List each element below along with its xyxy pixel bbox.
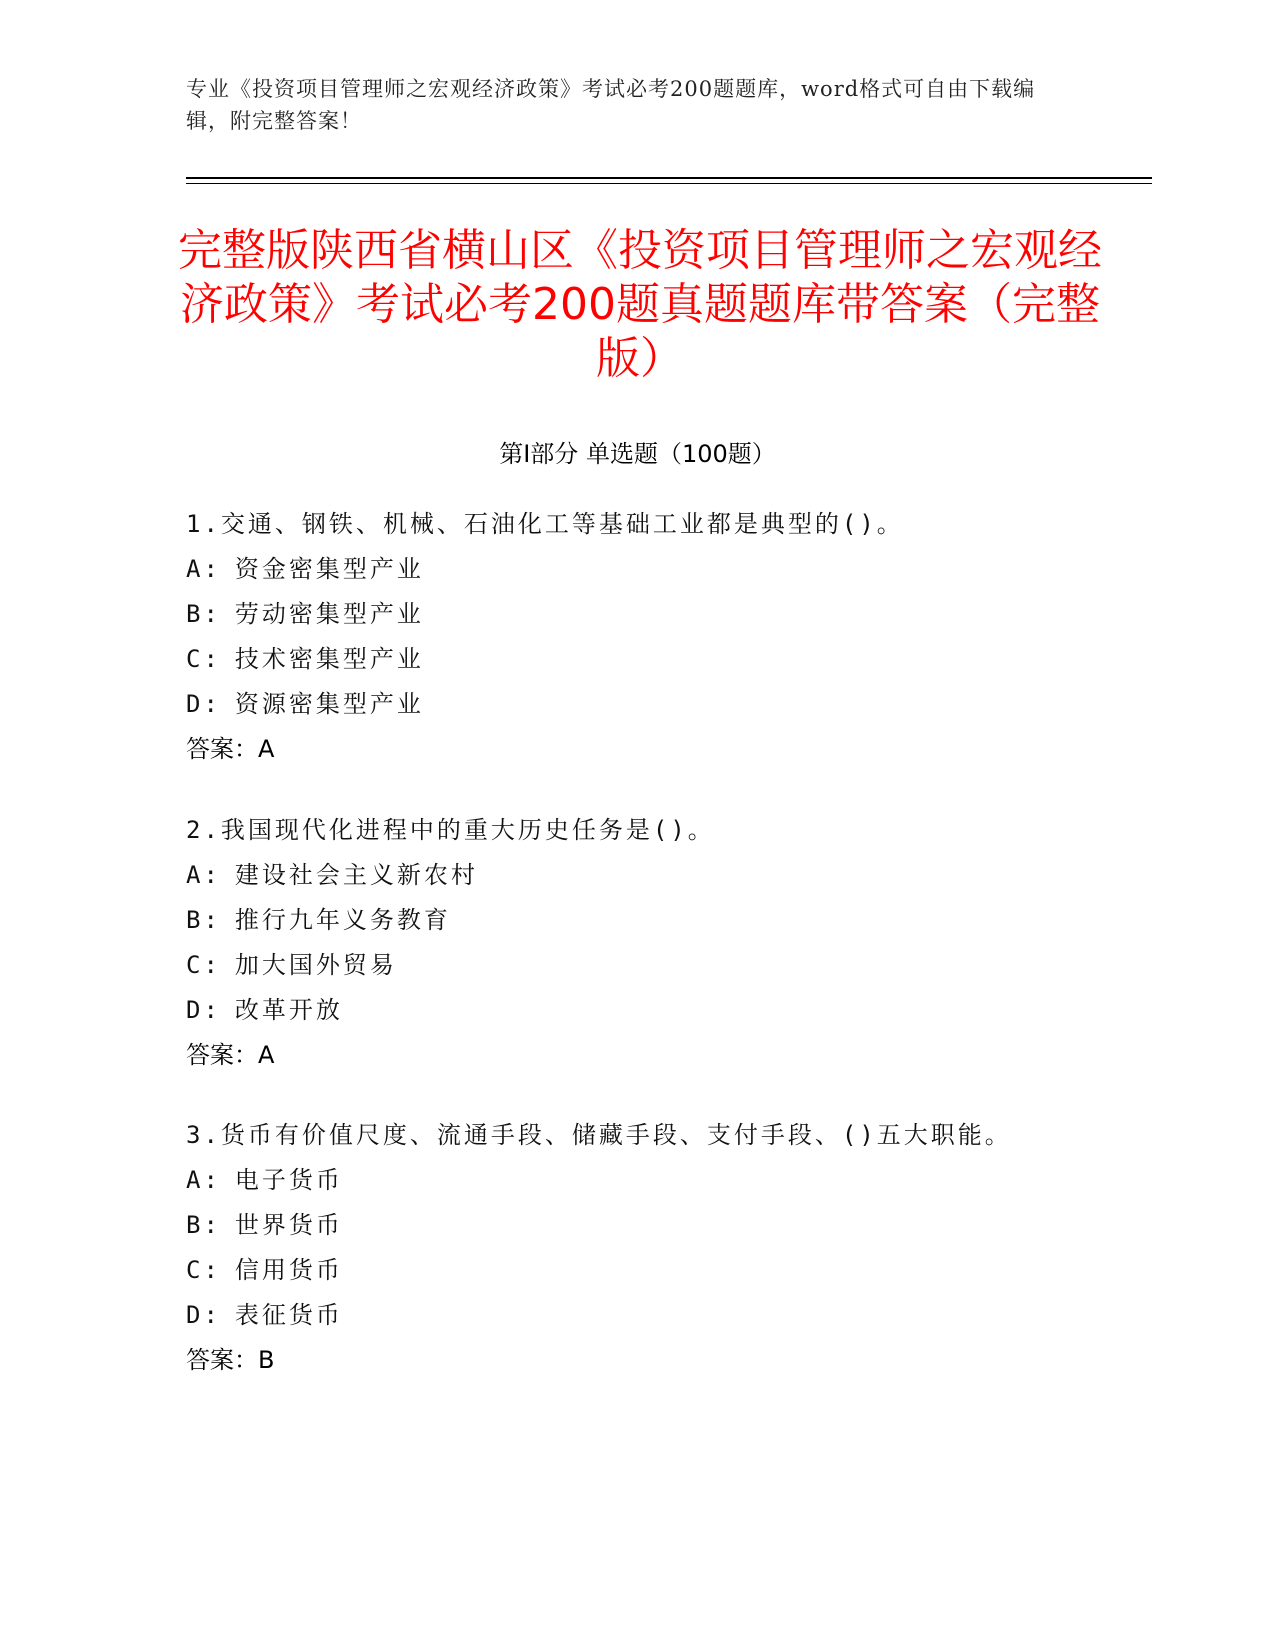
option-letter: A: [186, 861, 221, 889]
header-note: 专业《投资项目管理师之宏观经济政策》考试必考200题题库，word格式可自由下载编辑，附完整答案！ [186, 77, 1036, 133]
document-title: 完整版陕西省横山区《投资项目管理师之宏观经济政策》考试必考200题真题题库带答案（完整版） [178, 225, 1102, 384]
option-text: 技术密集型产业 [234, 645, 424, 673]
option-b [186, 1203, 1146, 1248]
question-stem: 2.我国现代化进程中的重大历史任务是()。 [186, 816, 715, 844]
option-c [186, 1248, 1146, 1293]
option-a [186, 1158, 1146, 1203]
option-letter: D: [186, 996, 221, 1024]
option-text: 建设社会主义新农村 [234, 861, 478, 889]
option-text: 资源密集型产业 [234, 690, 424, 718]
option-b [186, 592, 1146, 637]
answer: 答案：A [186, 735, 275, 763]
option-text: 信用货币 [234, 1256, 343, 1284]
option-text: 改革开放 [234, 996, 343, 1024]
option-letter: B: [186, 906, 221, 934]
option-letter: D: [186, 1301, 221, 1329]
header-divider-thin [186, 183, 1152, 184]
option-d [186, 988, 1146, 1033]
option-text: 电子货币 [234, 1166, 343, 1194]
option-a [186, 547, 1146, 592]
option-letter: B: [186, 600, 221, 628]
option-letter: C: [186, 951, 221, 979]
option-letter: C: [186, 1256, 221, 1284]
question-stem: 3.货币有价值尺度、流通手段、储藏手段、支付手段、()五大职能。 [186, 1121, 1012, 1149]
option-a [186, 853, 1146, 898]
option-text: 劳动密集型产业 [234, 600, 424, 628]
option-c [186, 637, 1146, 682]
option-c [186, 943, 1146, 988]
option-text: 表征货币 [234, 1301, 343, 1329]
answer: 答案：A [186, 1041, 275, 1069]
header-divider-thick [186, 177, 1152, 179]
option-text: 世界货币 [234, 1211, 343, 1239]
option-letter: B: [186, 1211, 221, 1239]
option-d [186, 682, 1146, 727]
option-text: 资金密集型产业 [234, 555, 424, 583]
option-text: 加大国外贸易 [234, 951, 397, 979]
option-text: 推行九年义务教育 [234, 906, 451, 934]
question-1 [186, 502, 1146, 772]
option-b [186, 898, 1146, 943]
option-letter: D: [186, 690, 221, 718]
option-d [186, 1293, 1146, 1338]
question-3 [186, 1113, 1146, 1383]
section-title: 第Ⅰ部分 单选题（100题） [499, 440, 776, 468]
question-stem: 1.交通、钢铁、机械、石油化工等基础工业都是典型的()。 [186, 510, 904, 538]
option-letter: A: [186, 1166, 221, 1194]
question-2 [186, 808, 1146, 1078]
answer: 答案：B [186, 1346, 275, 1374]
option-letter: C: [186, 645, 221, 673]
option-letter: A: [186, 555, 221, 583]
